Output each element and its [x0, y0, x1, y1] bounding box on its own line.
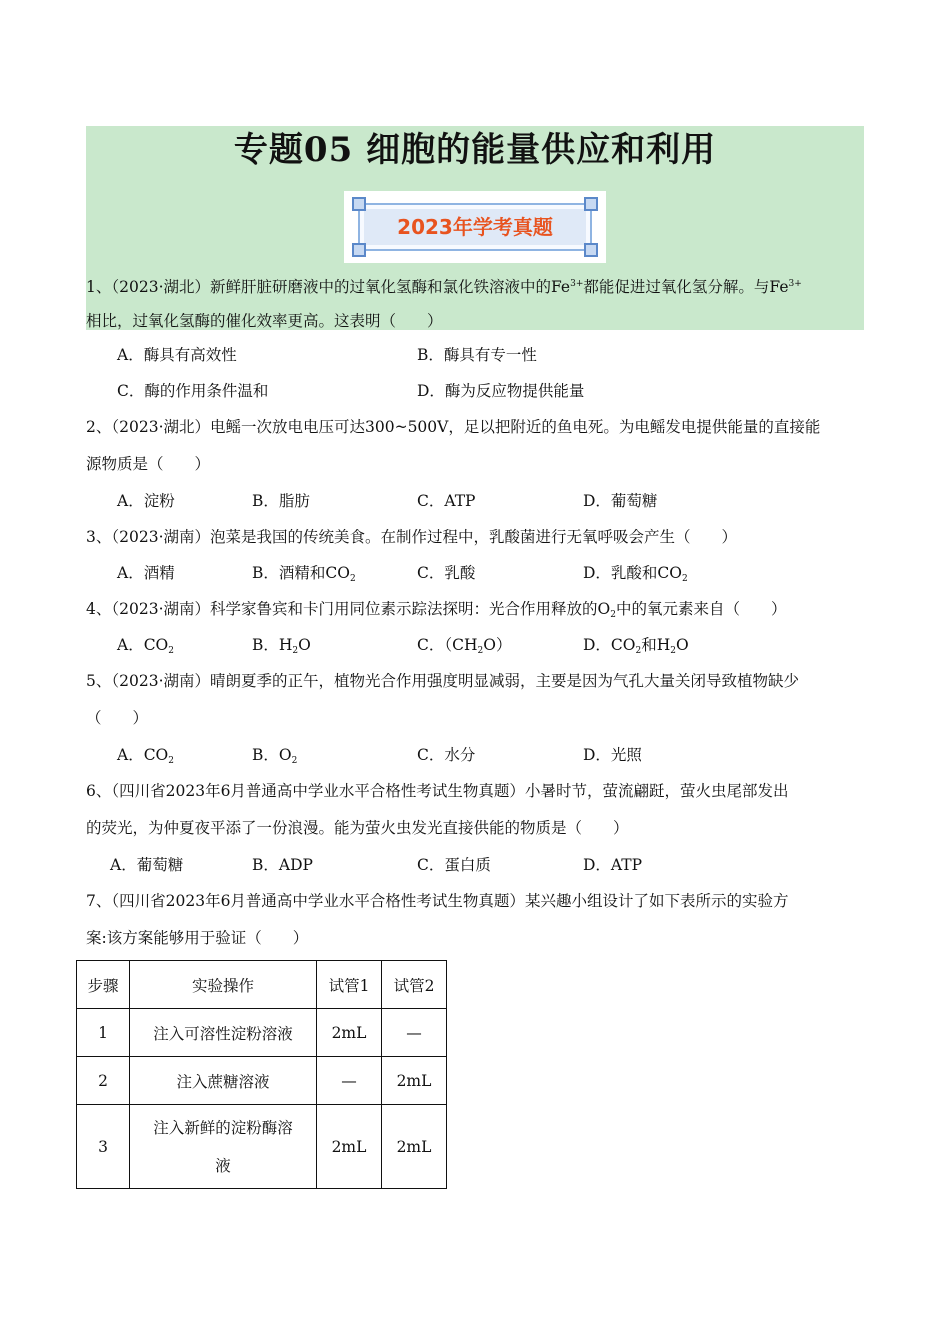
table-cell: 3 [77, 1105, 130, 1189]
table-row [77, 1105, 447, 1189]
question-2-line-2: 源物质是（ ） [86, 455, 211, 473]
q1-option-a: A．酶具有高效性 [117, 346, 237, 364]
q2-option-d: D．葡萄糖 [583, 492, 658, 510]
q5-option-d: D．光照 [583, 746, 642, 764]
q2-option-c: C．ATP [417, 492, 476, 510]
q5-option-b: B．$O_2$ [252, 746, 298, 766]
table-cell: 1 [77, 1009, 130, 1057]
question-1-line-2: 相比，过氧化氢酶的催化效率更高。这表明（ ） [86, 312, 443, 330]
question-5-line-2: （ ） [86, 709, 149, 727]
table-header-cell: 实验操作 [130, 961, 317, 1009]
table-row [77, 1057, 447, 1105]
table-cell: 2 [77, 1057, 130, 1105]
q2-option-a: A．淀粉 [117, 492, 175, 510]
q1-option-d: D．酶为反应物提供能量 [417, 382, 585, 400]
q6-option-b: B．ADP [252, 856, 313, 874]
table-header-row [77, 961, 447, 1009]
question-6-line-1: 6、（四川省2023年6月普通高中学业水平合格性考试生物真题）小暑时节，萤流翩跹，萤火虫尾部发出 [86, 782, 789, 800]
table-cell: 2mL [317, 1009, 382, 1057]
badge-label: 2023年学考真题 [364, 209, 586, 245]
table-cell: 注入可溶性淀粉溶液 [130, 1009, 317, 1057]
table-cell: 注入新鲜的淀粉酶溶 液 [130, 1105, 317, 1189]
exam-badge [344, 191, 606, 263]
table-cell: 2mL [382, 1057, 447, 1105]
table-cell: — [382, 1009, 447, 1057]
table-header-cell: 试管2 [382, 961, 447, 1009]
q3-option-a: A．酒精 [117, 564, 175, 582]
q4-option-c: C．$(CH_2O)$ [417, 636, 512, 656]
question-5-line-1: 5、（2023·湖南）晴朗夏季的正午，植物光合作用强度明显减弱，主要是因为气孔大量关闭导致植物缺少 [86, 672, 800, 690]
table-row [77, 1009, 447, 1057]
corner-square-icon [584, 243, 598, 257]
question-1-line-1: 1、（2023·湖北）新鲜肝脏研磨液中的过氧化氢酶和氯化铁溶液中的$Fe^{3+}$都能促进过氧化氢分解。与$Fe^{3+}$ [86, 278, 802, 296]
q6-option-d: D．ATP [583, 856, 643, 874]
q1-option-c: C．酶的作用条件温和 [117, 382, 269, 400]
corner-square-icon [352, 243, 366, 257]
table-cell: — [317, 1057, 382, 1105]
question-2-line-1: 2、（2023·湖北）电鳐一次放电电压可达300~500V，足以把附近的鱼电死。为电鳐发电提供能量的直接能 [86, 418, 821, 436]
q5-option-a: A．$CO_2$ [117, 746, 174, 766]
q6-option-c: C．蛋白质 [417, 856, 491, 874]
q3-option-c: C．乳酸 [417, 564, 476, 582]
q6-option-a: A．葡萄糖 [110, 856, 184, 874]
question-7-line-2: 案:该方案能够用于验证（ ） [86, 929, 309, 947]
q3-option-d: D．乳酸和$CO_2$ [583, 564, 688, 584]
table-header-cell: 步骤 [77, 961, 130, 1009]
corner-square-icon [352, 197, 366, 211]
q4-option-a: A．$CO_2$ [117, 636, 174, 656]
q2-option-b: B．脂肪 [252, 492, 310, 510]
question-4-line-1: 4、（2023·湖南）科学家鲁宾和卡门用同位素示踪法探明：光合作用释放的$O_2$中的氧元素来自（ ） [86, 600, 787, 620]
table-cell: 注入蔗糖溶液 [130, 1057, 317, 1105]
table-cell: 2mL [317, 1105, 382, 1189]
question-3-line-1: 3、（2023·湖南）泡菜是我国的传统美食。在制作过程中，乳酸菌进行无氧呼吸会产生（ ） [86, 528, 738, 546]
question-7-line-1: 7、（四川省2023年6月普通高中学业水平合格性考试生物真题）某兴趣小组设计了如下表所示的实验方 [86, 892, 789, 910]
table-header-cell: 试管1 [317, 961, 382, 1009]
q1-option-b: B．酶具有专一性 [417, 346, 537, 364]
q4-option-b: B．$H_2O$ [252, 636, 311, 656]
q5-option-c: C．水分 [417, 746, 476, 764]
experiment-table [76, 960, 447, 1189]
corner-square-icon [584, 197, 598, 211]
question-6-line-2: 的荧光，为仲夏夜平添了一份浪漫。能为萤火虫发光直接供能的物质是（ ） [86, 819, 629, 837]
table-cell: 2mL [382, 1105, 447, 1189]
page-title: 专题05 细胞的能量供应和利用 [233, 130, 717, 170]
q3-option-b: B．酒精和$CO_2$ [252, 564, 356, 584]
q4-option-d: D．$CO_2$和$H_2O$ [583, 636, 689, 656]
